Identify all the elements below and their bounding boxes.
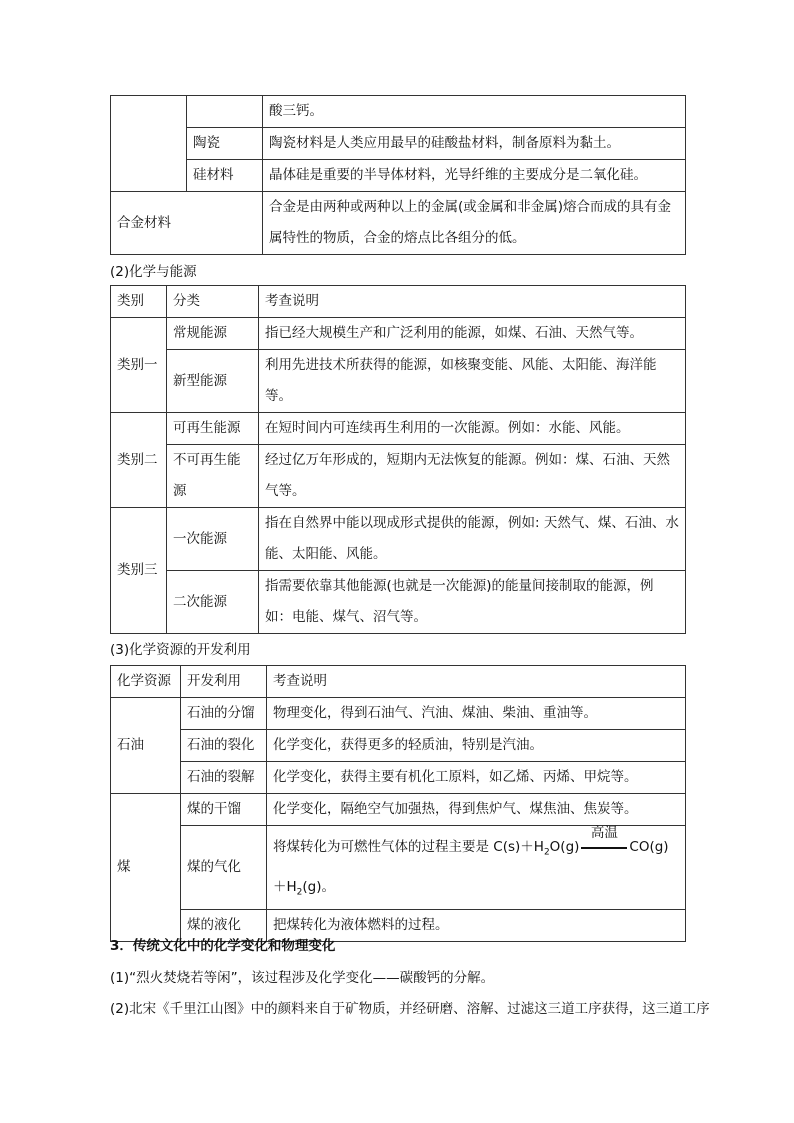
- reaction-condition: [581, 825, 627, 854]
- header-category: 类别: [111, 286, 167, 318]
- materials-table: [110, 95, 686, 255]
- header-desc: 考查说明: [259, 286, 686, 318]
- energy-type: 常规能源: [167, 318, 259, 350]
- energy-section-heading: (2)化学与能源: [110, 264, 197, 280]
- energy-group-name: 类别三: [111, 508, 167, 634]
- energy-type: 可再生能源: [167, 413, 259, 445]
- gas-line2-post: (g)。: [302, 878, 335, 895]
- culture-paragraph-2: (2)北宋《千里江山图》中的颜料来自于矿物质，并经研磨、溶解、过滤这三道工序获得，这三道工序: [110, 1001, 710, 1017]
- energy-type: 二次能源: [167, 571, 259, 634]
- energy-type: 不可再生能源: [167, 445, 259, 508]
- energy-table: [110, 285, 686, 634]
- resource-method: 煤的气化: [181, 826, 267, 910]
- gas-desc-post: CO(g): [629, 839, 669, 855]
- coal-gasification-desc: [267, 826, 686, 910]
- header-desc: 考查说明: [267, 666, 686, 698]
- header-type: 分类: [167, 286, 259, 318]
- energy-desc: 指需要依靠其他能源(也就是一次能源)的能量间接制取的能源，例如：电能、煤气、沼气等。: [259, 571, 686, 634]
- material-desc-cell: 酸三钙。: [263, 96, 686, 128]
- gas-desc-pre: 将煤转化为可燃性气体的过程主要是 C(s)＋H: [273, 839, 544, 855]
- resource-desc: 物理变化，得到石油气、汽油、煤油、柴油、重油等。: [267, 698, 686, 730]
- energy-desc: 指在自然界中能以现成形式提供的能源，例如: 天然气、煤、石油、水能、太阳能、风能。: [259, 508, 686, 571]
- header-method: 开发利用: [181, 666, 267, 698]
- resources-table: [110, 665, 686, 942]
- gas-line2-pre: ＋H: [273, 878, 297, 895]
- energy-group-name: 类别一: [111, 318, 167, 413]
- gas-sub1: 2: [543, 847, 550, 858]
- energy-desc: 经过亿万年形成的，短期内无法恢复的能源。例如：煤、石油、天然气等。: [259, 445, 686, 508]
- energy-desc: 在短时间内可连续再生利用的一次能源。例如：水能、风能。: [259, 413, 686, 445]
- culture-paragraph-1: (1)“烈火焚烧若等闲”，该过程涉及化学变化——碳酸钙的分解。: [110, 970, 495, 986]
- resource-desc: 化学变化，获得主要有机化工原料，如乙烯、丙烯、甲烷等。: [267, 762, 686, 794]
- material-type-cell: 陶瓷: [187, 128, 263, 160]
- header-resource: 化学资源: [111, 666, 181, 698]
- resource-coal: 煤: [111, 794, 181, 942]
- resource-desc: 把煤转化为液体燃料的过程。: [267, 910, 686, 942]
- energy-type: 新型能源: [167, 350, 259, 413]
- gas-desc-mid: O(g): [549, 839, 580, 855]
- resource-method: 煤的液化: [181, 910, 267, 942]
- resource-method: 石油的分馏: [181, 698, 267, 730]
- gas-sub2: 2: [296, 887, 303, 898]
- resource-method: 石油的裂化: [181, 730, 267, 762]
- material-desc-cell: 陶瓷材料是人类应用最早的硅酸盐材料，制备原料为黏土。: [263, 128, 686, 160]
- energy-desc: 指已经大规模生产和广泛利用的能源，如煤、石油、天然气等。: [259, 318, 686, 350]
- condition-text: 高温: [590, 825, 618, 841]
- resource-oil: 石油: [111, 698, 181, 794]
- resource-method: 石油的裂解: [181, 762, 267, 794]
- alloy-label-cell: 合金材料: [111, 192, 263, 255]
- material-type-cell: 硅材料: [187, 160, 263, 192]
- energy-type: 一次能源: [167, 508, 259, 571]
- resources-section-heading: (3)化学资源的开发利用: [110, 642, 251, 658]
- resource-desc: 化学变化，隔绝空气加强热，得到焦炉气、煤焦油、焦炭等。: [267, 794, 686, 826]
- resource-method: 煤的干馏: [181, 794, 267, 826]
- material-desc-cell: 晶体硅是重要的半导体材料，光导纤维的主要成分是二氧化硅。: [263, 160, 686, 192]
- material-type-cell: [187, 96, 263, 128]
- resource-desc: 化学变化，获得更多的轻质油，特别是汽油。: [267, 730, 686, 762]
- materials-category-cell: [111, 96, 187, 192]
- energy-group-name: 类别二: [111, 413, 167, 508]
- culture-section-heading: 3．传统文化中的化学变化和物理变化: [110, 938, 336, 954]
- energy-desc: 利用先进技术所获得的能源，如核聚变能、风能、太阳能、海洋能等。: [259, 350, 686, 413]
- alloy-desc-cell: 合金是由两种或两种以上的金属(或金属和非金属)熔合而成的具有金属特性的物质，合金的熔点比各组分的低。: [263, 192, 686, 255]
- reaction-arrow: [581, 847, 627, 849]
